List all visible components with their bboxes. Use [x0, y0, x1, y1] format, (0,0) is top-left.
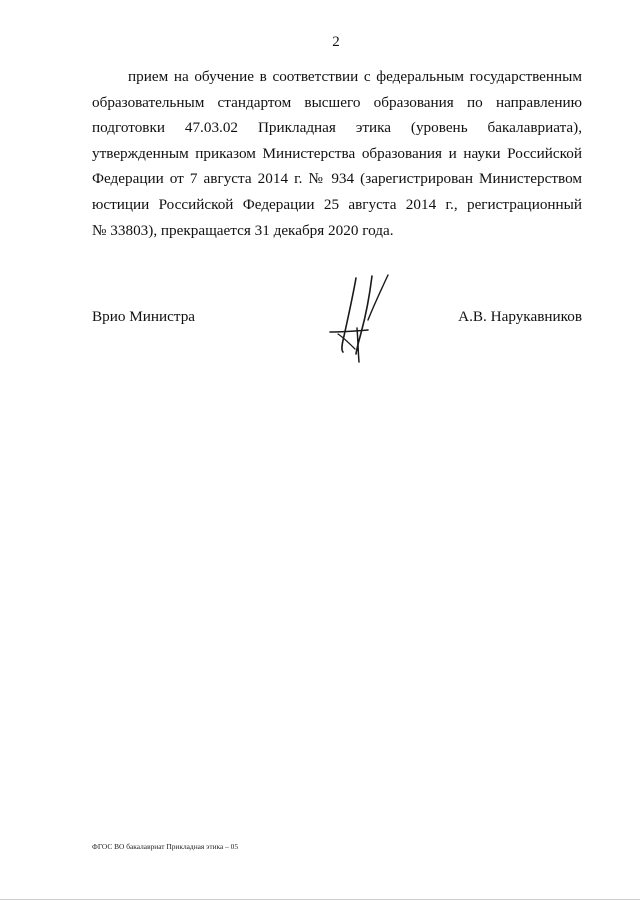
paragraph-line: прием на обучение в соответствии с федеральным государственным [128, 68, 582, 85]
body-paragraph [92, 64, 582, 243]
signer-name: А.В. Нарукавников [458, 308, 582, 325]
paragraph-line: № 33803), прекращается 31 декабря 2020 года. [92, 221, 394, 239]
paragraph-line: утвержденным приказом Министерства образования и науки Российской [92, 144, 582, 162]
paragraph-line: подготовки 47.03.02 Прикладная этика (уровень бакалавриата), [92, 119, 582, 137]
footer-text: ФГОС ВО бакалавриат Прикладная этика – 05 [92, 842, 239, 851]
page-number: 2 [332, 34, 340, 50]
paragraph-line: юстиции Российской Федерации 25 августа 2014 г., регистрационный [92, 195, 582, 213]
paragraph-line: образовательным стандартом высшего образования по направлению [92, 93, 582, 111]
signer-title: Врио Министра [92, 308, 196, 325]
paragraph-line: Федерации от 7 августа 2014 г. № 934 (зарегистрирован Министерством [92, 170, 582, 188]
handwritten-signature [326, 270, 396, 365]
